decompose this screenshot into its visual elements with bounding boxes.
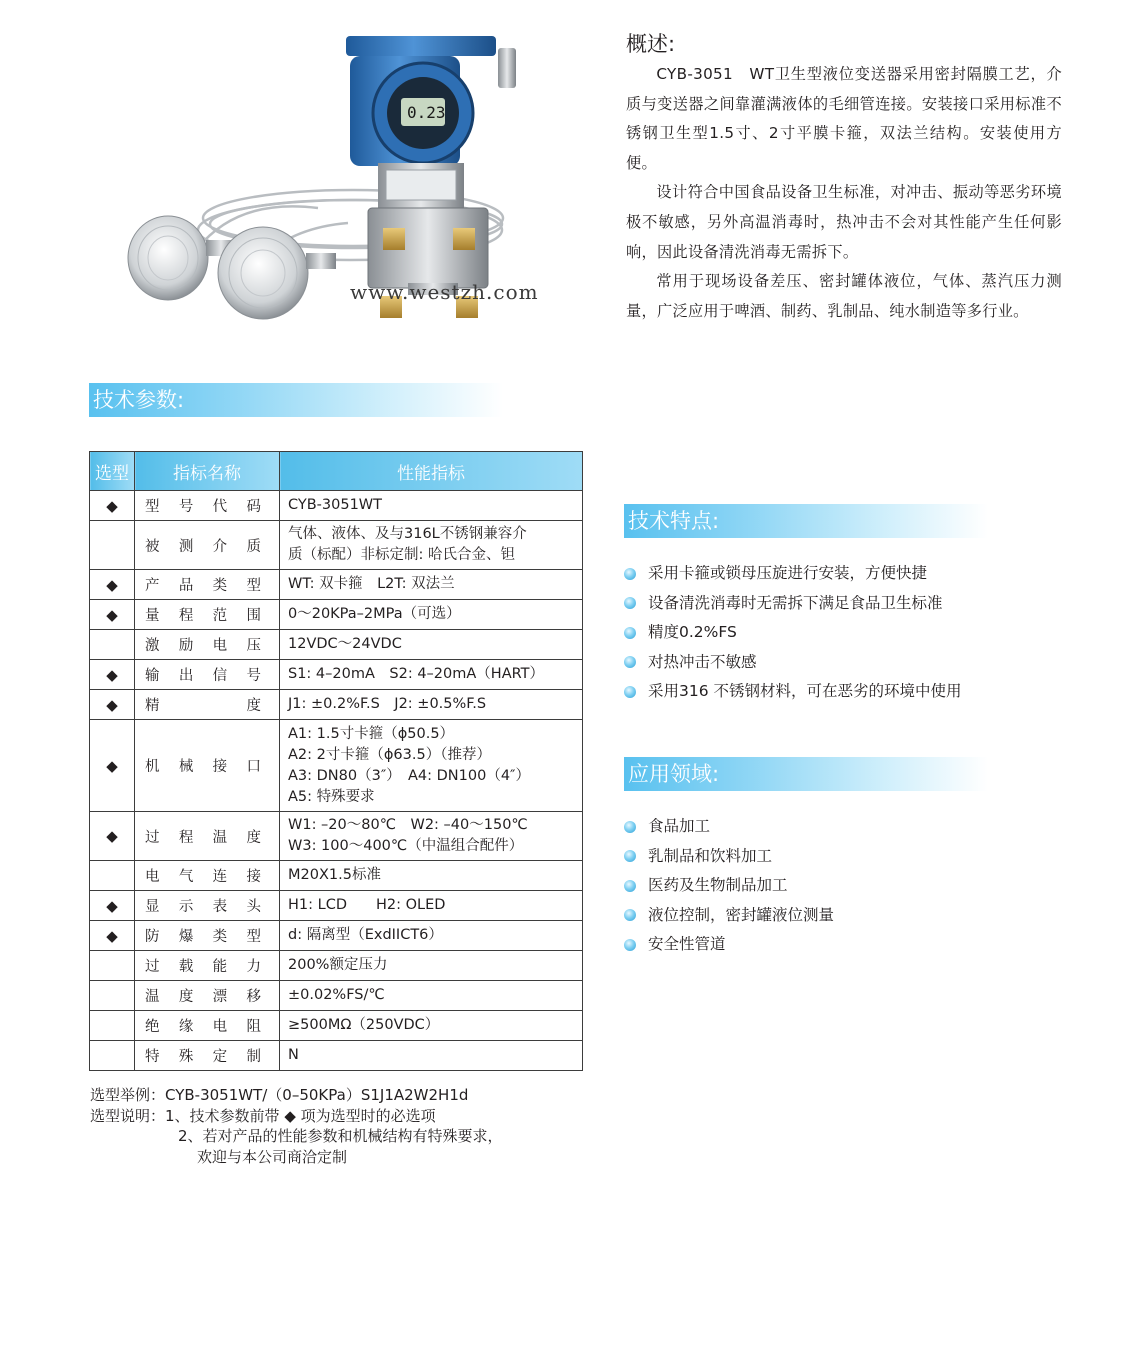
spec-row [90, 720, 583, 812]
application-item-text: 液位控制，密封罐液位测量 [648, 905, 835, 924]
spec-value-line: 气体、液体、及与316L不锈钢兼容介 [288, 526, 527, 542]
spec-row [90, 491, 583, 521]
spec-value [280, 891, 583, 921]
bullet-dot-icon [624, 939, 636, 951]
spec-name: 温度漂移 [135, 981, 280, 1011]
spec-name: 被测介质 [135, 521, 280, 570]
bullet-dot-icon [624, 880, 636, 892]
spec-value-line: W1: –20～80℃ W2: –40～150℃ [288, 817, 528, 833]
spec-value-line: S1: 4–20mA S2: 4–20mA（HART） [288, 666, 544, 682]
bullet-dot-icon [624, 909, 636, 921]
spec-value-line: W3: 100～400℃（中温组合配件） [288, 838, 524, 854]
required-marker: ◆ [90, 660, 135, 690]
spec-value [280, 861, 583, 891]
spec-table [89, 451, 583, 1071]
bullet-dot-icon [624, 850, 636, 862]
spec-value [280, 521, 583, 570]
feature-item-text: 采用316 不锈钢材料，可在恶劣的环境中使用 [648, 682, 962, 700]
spec-name: 机械接口 [135, 720, 280, 812]
required-marker [90, 861, 135, 891]
col-header-select: 选型 [90, 452, 135, 491]
spec-value-line: 12VDC～24VDC [288, 636, 402, 652]
spec-value [280, 660, 583, 690]
required-marker [90, 1041, 135, 1071]
application-item [624, 842, 834, 872]
required-marker: ◆ [90, 812, 135, 861]
spec-row [90, 921, 583, 951]
spec-row [90, 630, 583, 660]
spec-value-line: J1: ±0.2%F.S J2: ±0.5%F.S [288, 696, 487, 712]
spec-name: 电气连接 [135, 861, 280, 891]
application-item [624, 871, 834, 901]
spec-name: 防爆类型 [135, 921, 280, 951]
spec-value-line: d: 隔离型（ExdIICT6） [288, 927, 443, 943]
spec-value-line: WT: 双卡箍 L2T: 双法兰 [288, 576, 455, 592]
spec-value-line: A1: 1.5寸卡箍（ϕ50.5） [288, 725, 455, 742]
spec-row [90, 812, 583, 861]
bullet-dot-icon [624, 627, 636, 639]
application-item-text: 食品加工 [648, 817, 711, 835]
spec-table-body [90, 491, 583, 1071]
spec-row [90, 1041, 583, 1071]
spec-value-line: A2: 2寸卡箍（ϕ63.5）（推荐） [288, 746, 491, 763]
bullet-dot-icon [624, 597, 636, 609]
selection-note-2: 2、若对产品的性能参数和机械结构有特殊要求， [178, 1127, 503, 1145]
spec-value [280, 1011, 583, 1041]
application-item [624, 930, 834, 960]
spec-value [280, 951, 583, 981]
feature-item [624, 589, 962, 619]
spec-value-line: 0～20KPa–2MPa（可选） [288, 606, 461, 622]
spec-value-line: H1: LCD H2: OLED [288, 897, 446, 913]
required-marker [90, 951, 135, 981]
spec-name: 产品类型 [135, 570, 280, 600]
spec-value [280, 720, 583, 812]
spec-value-line: 质（标配）非标定制: 哈氏合金、钽 [288, 547, 515, 563]
spec-row [90, 521, 583, 570]
spec-value-line: ±0.02%FS/℃ [288, 987, 385, 1003]
selection-note-label: 选型说明： [90, 1106, 166, 1125]
table-header-row [90, 452, 583, 491]
spec-value [280, 921, 583, 951]
bullet-dot-icon [624, 821, 636, 833]
required-marker: ◆ [90, 921, 135, 951]
spec-value-line: A3: DN80（3″） A4: DN100（4″） [288, 767, 530, 784]
spec-value-line: 200%额定压力 [288, 957, 388, 973]
spec-name: 过载能力 [135, 951, 280, 981]
spec-row [90, 660, 583, 690]
feature-item-text: 设备清洗消毒时无需拆下满足食品卫生标准 [648, 593, 943, 612]
spec-value [280, 600, 583, 630]
required-marker: ◆ [90, 570, 135, 600]
spec-value [280, 981, 583, 1011]
spec-row [90, 951, 583, 981]
application-item [624, 901, 834, 931]
feature-item [624, 618, 962, 648]
spec-name: 激励电压 [135, 630, 280, 660]
spec-row [90, 690, 583, 720]
spec-name: 量程范围 [135, 600, 280, 630]
application-item [624, 812, 834, 842]
required-marker [90, 1011, 135, 1041]
required-marker: ◆ [90, 600, 135, 630]
feature-item [624, 648, 962, 678]
spec-value [280, 570, 583, 600]
tech-params-heading: 技术参数: [89, 383, 503, 417]
spec-row [90, 861, 583, 891]
spec-row [90, 600, 583, 630]
spec-value [280, 491, 583, 521]
spec-name: 过程温度 [135, 812, 280, 861]
watermark-text: www.westzh.com [350, 280, 539, 304]
spec-row [90, 981, 583, 1011]
spec-row [90, 1011, 583, 1041]
spec-row [90, 570, 583, 600]
spec-name: 显示表头 [135, 891, 280, 921]
required-marker: ◆ [90, 491, 135, 521]
spec-value [280, 630, 583, 660]
overview-paragraph: 设计符合中国食品设备卫生标准，对冲击、振动等恶劣环境极不敏感，另外高温消毒时，热冲击不会对其性能产生任何影响，因此设备清洗消毒无需拆下。 [626, 183, 1062, 261]
feature-item-text: 精度0.2%FS [648, 623, 737, 641]
col-header-name: 指标名称 [135, 452, 280, 491]
col-header-value: 性能指标 [280, 452, 583, 491]
required-marker: ◆ [90, 690, 135, 720]
required-marker [90, 521, 135, 570]
applications-heading: 应用领域: [624, 757, 988, 791]
overview-title: 概述: [626, 32, 676, 56]
spec-name: 特殊定制 [135, 1041, 280, 1071]
application-item-text: 安全性管道 [648, 935, 726, 953]
applications-list [624, 812, 834, 960]
overview-paragraph: CYB-3051 WT卫生型液位变送器采用密封隔膜工艺，介质与变送器之间靠灌满液体的毛细管连接。安装接口采用标准不锈钢卫生型1.5寸、2寸平膜卡箍，双法兰结构。安装使用方便。 [626, 65, 1062, 172]
spec-value-line: N [288, 1047, 299, 1063]
feature-item [624, 677, 962, 707]
feature-item [624, 559, 962, 589]
bullet-dot-icon [624, 686, 636, 698]
features-list [624, 559, 962, 707]
spec-value [280, 812, 583, 861]
overview-section [626, 30, 1062, 326]
feature-item-text: 对热冲击不敏感 [648, 652, 757, 671]
selection-notes [90, 1085, 503, 1167]
spec-value [280, 690, 583, 720]
bullet-dot-icon [624, 568, 636, 580]
spec-value-line: M20X1.5标准 [288, 867, 381, 883]
feature-item-text: 采用卡箍或锁母压旋进行安装，方便快捷 [648, 564, 928, 582]
spec-name: 输出信号 [135, 660, 280, 690]
selection-example: 选型举例：CYB-3051WT/（0–50KPa）S1J1A2W2H1d [90, 1086, 469, 1104]
spec-value-line: ≥500MΩ（250VDC） [288, 1017, 440, 1033]
lcd-readout: 0.23 [407, 103, 446, 122]
spec-name: 绝缘电阻 [135, 1011, 280, 1041]
features-heading: 技术特点: [624, 504, 988, 538]
selection-note-1 [90, 1106, 503, 1127]
spec-value [280, 1041, 583, 1071]
required-marker [90, 981, 135, 1011]
required-marker: ◆ [90, 720, 135, 812]
application-item-text: 医药及生物制品加工 [648, 876, 788, 894]
overview-paragraph: 常用于现场设备差压、密封罐体液位，气体、蒸汽压力测量，广泛应用于啤酒、制药、乳制品、纯水制造等多行业。 [626, 272, 1062, 320]
spec-row [90, 891, 583, 921]
required-marker [90, 630, 135, 660]
bullet-dot-icon [624, 656, 636, 668]
spec-name: 精 度 [135, 690, 280, 720]
selection-note-1-text: 1、技术参数前带 ◆ 项为选型时的必选项 [165, 1106, 436, 1125]
required-marker: ◆ [90, 891, 135, 921]
spec-value-line: CYB-3051WT [288, 497, 383, 513]
application-item-text: 乳制品和饮料加工 [648, 846, 773, 865]
spec-value-line: A5: 特殊要求 [288, 788, 375, 805]
spec-name: 型号代码 [135, 491, 280, 521]
selection-note-2-cont: 欢迎与本公司商洽定制 [197, 1147, 348, 1166]
